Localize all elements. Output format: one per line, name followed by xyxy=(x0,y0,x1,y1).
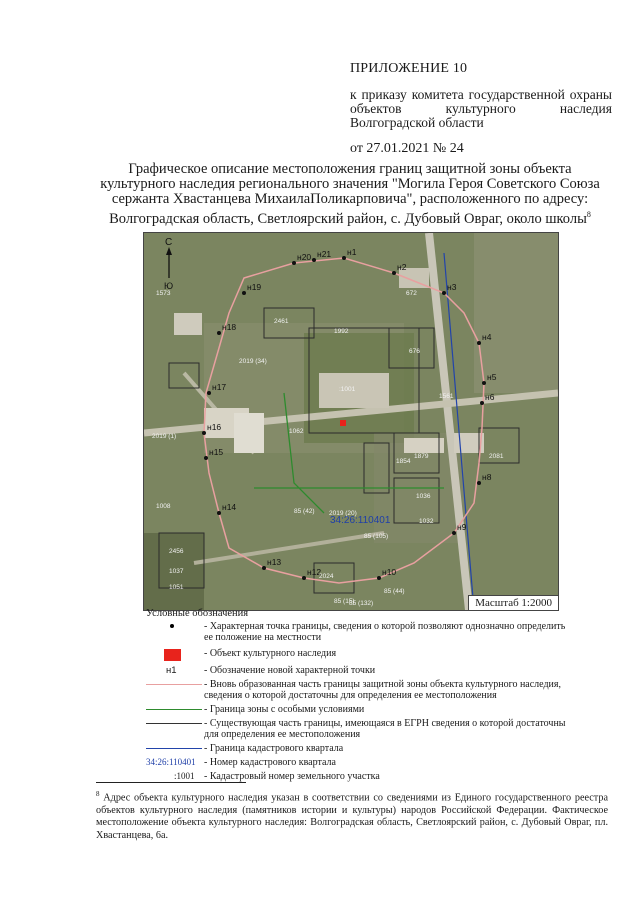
boundary-point xyxy=(377,576,381,580)
legend-text: - Кадастровый номер земельного участка xyxy=(204,771,380,782)
boundary-point-label: н2 xyxy=(397,262,407,272)
plot-number-label: 1051 xyxy=(169,584,184,591)
boundary-point-label: н13 xyxy=(267,557,282,567)
plot-number-label: 2019 (34) xyxy=(239,358,267,365)
plot-number-label: 1032 xyxy=(419,518,434,525)
plot-number-label: :1001 xyxy=(339,386,356,393)
legend-item-new-point xyxy=(146,665,566,676)
boundary-point-label: н8 xyxy=(482,472,492,482)
legend-text: - Объект культурного наследия xyxy=(204,648,337,659)
legend-text: - Номер кадастрового квартала xyxy=(204,757,336,768)
footnote-ref: 8 xyxy=(586,210,591,219)
plot-number-label: 1062 xyxy=(289,428,304,435)
plot-number-label: 1036 xyxy=(416,493,431,500)
legend-item-object xyxy=(146,646,566,662)
legend-text: - Вновь образованная часть границы защитной зоны объекта культурного наследия, сведения о которой достаточны для определения ее местоположения xyxy=(204,679,562,701)
footnote-text: Адрес объекта культурного наследия указан в соответствии со сведениями из Единого государственного реестра объектов культурного наследия (памятников истории и культуры) народов Российской Федерации. Фактическое местоположение объекта культурного наследия: Волгоградская область, Светлоярский район, с. Дубовый Овраг, пл. Хвастанцева, 6а. xyxy=(96,792,609,841)
legend-item-plot-number xyxy=(146,771,566,782)
footnote xyxy=(96,788,608,842)
quarter-number: 34:26:110401 xyxy=(330,515,391,526)
plot-number-label: 672 xyxy=(406,290,417,297)
boundary-point-label: н15 xyxy=(209,447,224,457)
legend-item-special-zone xyxy=(146,704,566,715)
boundary-point xyxy=(202,431,206,435)
boundary-point xyxy=(442,291,446,295)
plot-number-label: 85 (44) xyxy=(384,588,405,595)
boundary-point xyxy=(342,256,346,260)
legend-item-quarter-number xyxy=(146,757,566,768)
boundary-point-label: н20 xyxy=(297,252,312,262)
legend-item-new-boundary xyxy=(146,679,566,701)
boundary-point-label: н1 xyxy=(347,247,357,257)
plot-number-label: 2019 (1) xyxy=(152,433,177,440)
boundary-point xyxy=(292,261,296,265)
new-boundary-line-icon xyxy=(146,684,202,685)
boundary-point-label: н5 xyxy=(487,372,497,382)
boundary-point-label: н4 xyxy=(482,332,492,342)
boundary-point-label: н10 xyxy=(382,567,397,577)
plot-number-label: 85 (132) xyxy=(349,600,374,607)
legend-text: - Характерная точка границы, сведения о которой позволяют однозначно определить ее положение на местности xyxy=(204,621,566,643)
cultural-heritage-object xyxy=(340,420,346,426)
special-zone-line-icon xyxy=(146,709,202,710)
plot-code-label: :1001 xyxy=(174,771,195,781)
north-label: С xyxy=(165,237,173,248)
boundary-point-label: н21 xyxy=(317,249,332,259)
plot-number-label: 1573 xyxy=(156,290,171,297)
boundary-point-label: н17 xyxy=(212,382,227,392)
plot-number-label: 676 xyxy=(409,348,420,355)
legend-item-quarter-boundary xyxy=(146,743,566,754)
point-dot-icon xyxy=(170,624,174,628)
boundary-point-label: н16 xyxy=(207,422,222,432)
boundary-point-label: н14 xyxy=(222,502,237,512)
legend-text: - Обозначение новой характерной точки xyxy=(204,665,376,676)
object-marker-icon xyxy=(164,649,181,661)
boundary-point xyxy=(242,291,246,295)
legend-item-point xyxy=(146,621,566,643)
plot-number-label: 2081 xyxy=(489,453,504,460)
plot-number-label: 85 (105) xyxy=(364,533,389,540)
boundary-point-label: н6 xyxy=(485,392,495,402)
legend-item-existing-boundary xyxy=(146,718,566,740)
quarter-boundary-line-icon xyxy=(146,748,202,749)
plot-number-label: 85 (42) xyxy=(294,508,315,515)
boundary-point-label: н9 xyxy=(457,522,467,532)
boundary-point xyxy=(480,401,484,405)
legend xyxy=(146,621,566,785)
plot-number-label: 1992 xyxy=(334,328,349,335)
map-canvas xyxy=(144,233,558,610)
boundary-point-label: н18 xyxy=(222,322,237,332)
boundary-point xyxy=(452,531,456,535)
plot-number-label: 2461 xyxy=(274,318,289,325)
satellite-map xyxy=(143,232,559,611)
quarter-code-label: 34:26:110401 xyxy=(146,757,196,767)
document-title-text: Графическое описание местоположения границ защитной зоны объекта культурного наследия регионального значения "Могила Героя Советского Союза сержанта Хвастанцева МихаилаПоликарповича", расположенного по адресу: Волгоградская область, Светлоярский район, с. Дубовый Овраг, около школы xyxy=(100,161,600,227)
boundary-point xyxy=(217,331,221,335)
boundary-point xyxy=(477,341,481,345)
new-point-label: н1 xyxy=(166,665,177,676)
order-text: к приказу комитета государственной охраны объектов культурного наследия Волгоградской области xyxy=(350,87,612,130)
footnote-mark: 8 xyxy=(96,790,100,798)
boundary-point-label: н3 xyxy=(447,282,457,292)
map-scale: Масштаб 1:2000 xyxy=(468,595,558,610)
plot-number-label: 1008 xyxy=(156,503,171,510)
legend-text: - Граница зоны с особыми условиями xyxy=(204,704,365,715)
plot-number-label: 2456 xyxy=(169,548,184,555)
appendix-title: ПРИЛОЖЕНИЕ 10 xyxy=(350,61,468,76)
boundary-point xyxy=(392,271,396,275)
boundary-point xyxy=(262,566,266,570)
boundary-point xyxy=(207,391,211,395)
plot-number-label: 2024 xyxy=(319,573,334,580)
plot-number-label: 2019 (20) xyxy=(329,510,357,517)
boundary-point xyxy=(312,258,316,262)
boundary-point xyxy=(217,511,221,515)
boundary-point-label: н19 xyxy=(247,282,262,292)
document-title xyxy=(100,162,600,227)
legend-title: Условные обозначения xyxy=(146,608,249,619)
boundary-point xyxy=(482,381,486,385)
appendix-header xyxy=(350,62,612,156)
plot-number-label: 1561 xyxy=(439,393,454,400)
legend-text: - Существующая часть границы, имеющаяся в ЕГРН сведения о которой достаточны для определения ее местоположения xyxy=(204,718,566,740)
boundary-point xyxy=(302,576,306,580)
boundary-point xyxy=(204,456,208,460)
plot-number-label: 1879 xyxy=(414,453,429,460)
plot-number-label: 1037 xyxy=(169,568,184,575)
order-date: от 27.01.2021 № 24 xyxy=(350,141,464,156)
legend-text: - Граница кадастрового квартала xyxy=(204,743,344,754)
plot-number-label: 85 (15) xyxy=(334,598,355,605)
boundary-point xyxy=(477,481,481,485)
plot-number-label: 1854 xyxy=(396,458,411,465)
existing-boundary-line-icon xyxy=(146,723,202,724)
footnote-divider xyxy=(96,782,246,783)
boundary-point-label: н12 xyxy=(307,567,322,577)
south-label: Ю xyxy=(164,281,174,291)
